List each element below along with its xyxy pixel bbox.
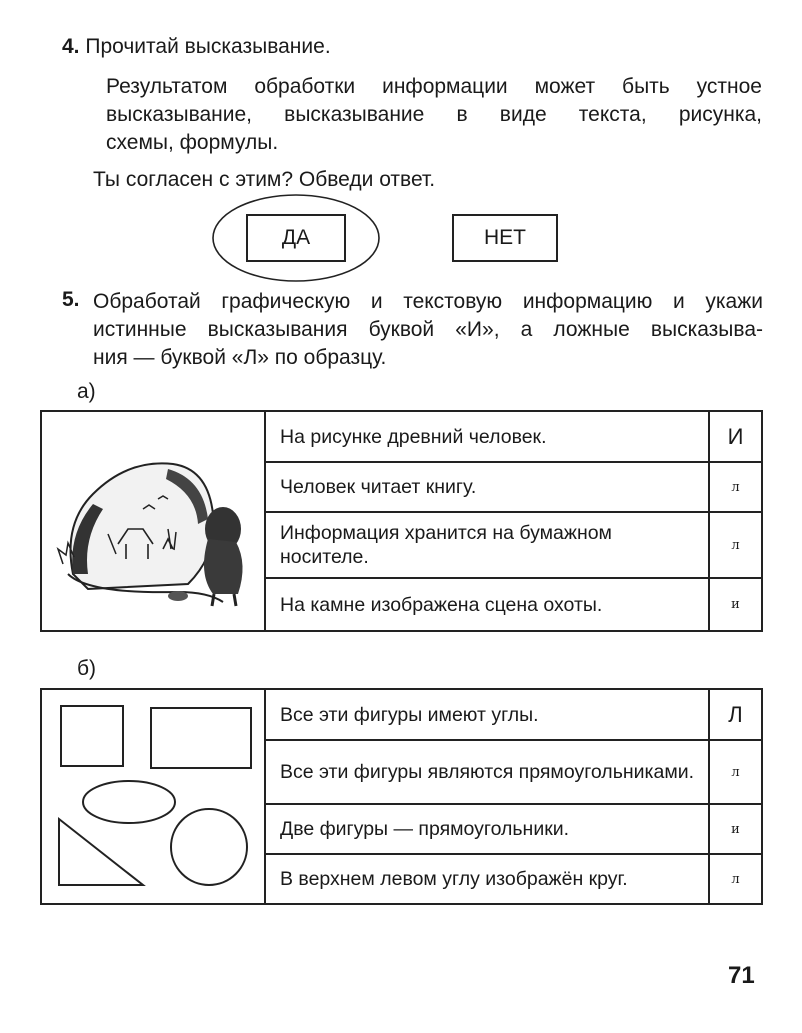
- task5-number: 5.: [62, 288, 80, 311]
- table-b-statement: В верхнем левом углу изображён круг.: [265, 854, 709, 904]
- part-a-label: а): [77, 380, 96, 403]
- task4-number: 4.: [62, 35, 80, 58]
- statement-line: схемы, формулы.: [106, 131, 279, 154]
- instruction-line: истинные высказывания буквой «И», а ложные высказыва-: [93, 318, 763, 341]
- rectangle-shape: [151, 708, 251, 768]
- table-b-answer-cell[interactable]: Л: [709, 689, 762, 740]
- option-no-button[interactable]: НЕТ: [452, 214, 558, 262]
- caveman-rock-icon: [48, 424, 258, 614]
- table-a-statement: На рисунке древний человек.: [265, 411, 709, 462]
- table-a-statement: На камне изображена сцена охоты.: [265, 578, 709, 631]
- statement-line: Результатом обработки информации может быть устное: [106, 75, 762, 98]
- triangle-shape: [59, 819, 143, 885]
- option-yes-button[interactable]: ДА: [246, 214, 346, 262]
- table-a-answer-cell[interactable]: И: [709, 411, 762, 462]
- task4-heading: [62, 35, 331, 59]
- task4-statement: [106, 73, 762, 157]
- table-a-answer-cell[interactable]: л: [709, 512, 762, 578]
- table-b-statement: Все эти фигуры имеют углы.: [265, 689, 709, 740]
- page-number: 71: [728, 962, 755, 989]
- table-a: [40, 410, 763, 632]
- table-a-answer-cell[interactable]: и: [709, 578, 762, 631]
- task5-number-wrap: [62, 288, 80, 312]
- table-b-answer-cell[interactable]: л: [709, 854, 762, 904]
- caveman-picture: [41, 411, 265, 631]
- statement-line: высказывание, высказывание в виде текста, рисунка,: [106, 103, 762, 126]
- geometric-shapes-icon: [43, 692, 263, 897]
- instruction-line: ния — буквой «Л» по образцу.: [93, 346, 387, 369]
- table-a-statement: Информация хранится на бумажном носителе.: [265, 512, 709, 578]
- table-a-statement: Человек читает книгу.: [265, 462, 709, 512]
- table-b: [40, 688, 763, 905]
- instruction-line: Обработай графическую и текстовую информацию и укажи: [93, 290, 763, 313]
- task5-instruction: [93, 288, 763, 372]
- ellipse-shape: [83, 781, 175, 823]
- task4-question: Ты согласен с этим? Обведи ответ.: [93, 168, 436, 191]
- square-shape: [61, 706, 123, 766]
- table-a-answer-cell[interactable]: л: [709, 462, 762, 512]
- circle-shape: [171, 809, 247, 885]
- table-b-answer-cell[interactable]: л: [709, 740, 762, 804]
- shapes-picture: [41, 689, 265, 904]
- part-b-label: б): [77, 657, 97, 680]
- table-b-answer-cell[interactable]: и: [709, 804, 762, 854]
- task4-title: Прочитай высказывание.: [85, 35, 331, 58]
- table-b-statement: Все эти фигуры являются прямоугольниками.: [265, 740, 709, 804]
- table-b-statement: Две фигуры — прямоугольники.: [265, 804, 709, 854]
